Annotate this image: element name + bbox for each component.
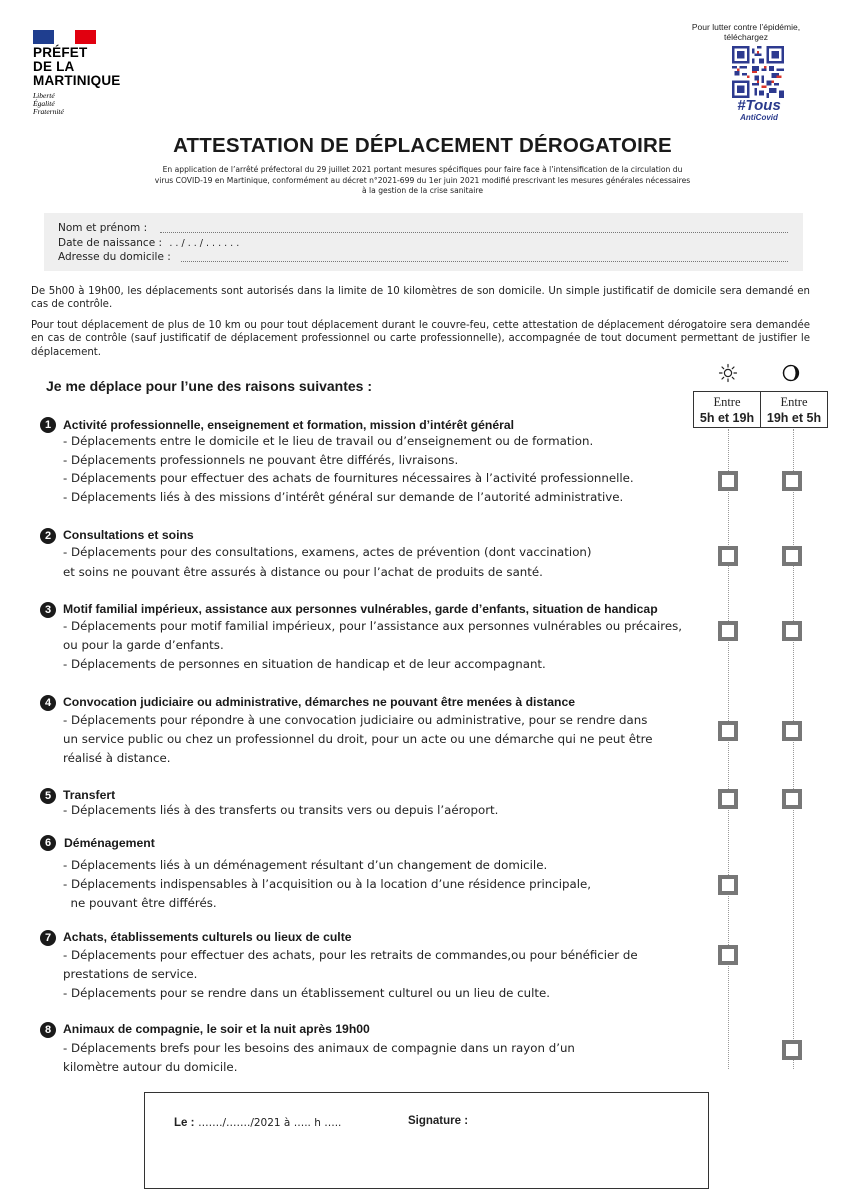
reason-heading: Motif familial impérieux, assistance aux personnes vulnérables, garde d’enfants, situation de handicap [63, 602, 658, 616]
qr-caption-line-1: Pour lutter contre l’épidémie, [691, 22, 801, 32]
checkbox-reason-6-day[interactable] [718, 875, 738, 895]
date-time-field[interactable]: ……./……./2021 à ….. h ….. [198, 1117, 342, 1129]
signature-label: Signature : [408, 1115, 469, 1127]
legal-basis-line-3: à la gestion de la crise sanitaire [361, 186, 484, 195]
date-row [174, 1115, 341, 1129]
reason-line: - Déplacements de personnes en situation de handicap et de leur accompagnant. [63, 657, 546, 671]
reason-number-badge: 3 [40, 602, 56, 618]
issuer-line-3: MARTINIQUE [33, 73, 121, 88]
address-field[interactable] [181, 261, 788, 262]
legal-basis-line-2: virus COVID-19 en Martinique, conformément au décret n°2021-699 du 1er juin 2021 modifié prescrivant les mesures générales nécessaires [154, 175, 691, 185]
reason-heading: Consultations et soins [63, 528, 194, 542]
rule-paragraph-day: De 5h00 à 19h00, les déplacements sont autorisés dans la limite de 10 kilomètres de son domicile. Un simple justificatif de domicile sera demandé en cas de contrôle. [31, 286, 810, 311]
reason-line: prestations de service. [63, 967, 198, 981]
checkbox-reason-1-night[interactable] [782, 471, 802, 491]
column-divider-day [728, 429, 729, 1069]
qr-caption-line-2: téléchargez [724, 32, 768, 42]
reason-number-badge: 7 [40, 930, 56, 946]
column-divider-night [793, 429, 794, 1069]
checkbox-reason-1-day[interactable] [718, 471, 738, 491]
name-field[interactable] [160, 232, 788, 233]
reason-heading: Transfert [63, 788, 116, 802]
column-header-day [693, 391, 761, 428]
reason-heading: Déménagement [64, 836, 155, 850]
reason-number-badge: 5 [40, 788, 56, 804]
french-flag-logo [33, 30, 96, 44]
sun-icon [718, 363, 738, 383]
tousanticovid-line-1: #Tous [737, 97, 781, 114]
rule-paragraph-curfew: Pour tout déplacement de plus de 10 km ou pour tout déplacement durant le couvre-feu, cette attestation de déplacement dérogatoire sera demandée en cas de contrôle (sauf justificatif de déplacement professionnel ou carte professionnelle), accompagnée de tout document permettant de justifier le déplacement. [31, 320, 810, 358]
reason-line: - Déplacements pour effectuer des achats de fournitures nécessaires à l’activité professionnelle. [63, 471, 634, 485]
reason-number-badge: 8 [40, 1022, 56, 1038]
checkbox-reason-5-night[interactable] [782, 789, 802, 809]
reason-line: ne pouvant être différés. [63, 896, 217, 910]
reason-line: kilomètre autour du domicile. [63, 1060, 238, 1074]
checkbox-reason-7-day[interactable] [718, 945, 738, 965]
reason-line: - Déplacements liés à un déménagement résultant d’un changement de domicile. [63, 858, 548, 872]
reason-line: - Déplacements pour effectuer des achats, pour les retraits de commandes,ou pour bénéficier de [63, 948, 638, 962]
checkbox-reason-2-night[interactable] [782, 546, 802, 566]
reason-number-badge: 2 [40, 528, 56, 544]
reason-number-badge: 4 [40, 695, 56, 711]
reason-line: - Déplacements brefs pour les besoins des animaux de compagnie dans un rayon d’un [63, 1041, 575, 1055]
column-night-line-2: 19h et 5h [766, 411, 822, 425]
reason-line: ou pour la garde d’enfants. [63, 638, 224, 652]
address-row [58, 250, 171, 264]
reason-line: - Déplacements pour motif familial impérieux, pour l’assistance aux personnes vulnérables ou précaires, [63, 619, 683, 633]
issuer-line-1: PRÉFET [33, 45, 88, 60]
reason-line: - Déplacements entre le domicile et le lieu de travail ou d’enseignement ou de formation. [63, 434, 594, 448]
reason-number-badge: 1 [40, 417, 56, 433]
checkbox-reason-2-day[interactable] [718, 546, 738, 566]
reason-heading: Animaux de compagnie, le soir et la nuit après 19h00 [63, 1022, 370, 1036]
reason-line: réalisé à distance. [63, 751, 171, 765]
reason-line: et soins ne pouvant être assurés à distance ou pour l’achat de produits de santé. [63, 565, 543, 579]
reason-line: - Déplacements liés à des transferts ou transits vers ou depuis l’aéroport. [63, 803, 499, 817]
moon-icon [781, 363, 801, 383]
column-header-night [760, 391, 828, 428]
birth-date-field[interactable]: . . / . . / . . . . . . [169, 238, 240, 249]
checkbox-reason-3-day[interactable] [718, 621, 738, 641]
name-row [58, 221, 147, 235]
checkbox-reason-3-night[interactable] [782, 621, 802, 641]
birth-row [58, 236, 239, 251]
qr-caption [671, 22, 821, 42]
reason-line: - Déplacements pour se rendre dans un établissement culturel ou un lieu de culte. [63, 986, 551, 1000]
reason-heading: Activité professionnelle, enseignement et formation, mission d’intérêt général [63, 418, 515, 432]
signature-field[interactable] [490, 1105, 700, 1180]
issuer-line-2: DE LA [33, 59, 75, 74]
reason-line: - Déplacements pour des consultations, examens, actes de prévention (dont vaccination) [63, 545, 592, 559]
reason-line: - Déplacements pour répondre à une convocation judiciaire ou administrative, pour se rendre dans [63, 713, 648, 727]
reason-line: - Déplacements indispensables à l’acquisition ou à la location d’une résidence principale, [63, 877, 592, 891]
checkbox-reason-4-day[interactable] [718, 721, 738, 741]
column-night-line-1: Entre [780, 395, 808, 409]
motto-line-1: Liberté [33, 91, 55, 100]
qr-code-icon[interactable] [732, 46, 784, 98]
date-label: Le : [174, 1117, 195, 1129]
motto-line-2: Égalité [33, 99, 55, 108]
reason-line: - Déplacements professionnels ne pouvant être différés, livraisons. [63, 453, 459, 467]
legal-basis-line-1: En application de l’arrêté préfectoral du 29 juillet 2021 portant mesures spécifiques pour faire face à l’intensification de la circulation du [162, 165, 683, 174]
legal-basis [120, 165, 725, 197]
reason-heading: Achats, établissements culturels ou lieux de culte [63, 930, 352, 944]
tousanticovid-logo [731, 98, 787, 122]
column-day-line-1: Entre [713, 395, 741, 409]
reason-number-badge: 6 [40, 835, 56, 851]
tousanticovid-line-2: AntiCovid [740, 113, 778, 122]
checkbox-reason-8-night[interactable] [782, 1040, 802, 1060]
reason-heading: Convocation judiciaire ou administrative, démarches ne pouvant être menées à distance [63, 695, 576, 709]
motto-line-3: Fraternité [33, 107, 64, 116]
address-label: Adresse du domicile : [58, 251, 171, 263]
reasons-title: Je me déplace pour l’une des raisons suivantes : [46, 378, 373, 394]
reason-line: un service public ou chez un professionnel du droit, pour un acte ou une démarche qui ne peut être [63, 732, 653, 746]
column-day-line-2: 5h et 19h [699, 411, 755, 425]
checkbox-reason-4-night[interactable] [782, 721, 802, 741]
document-title: ATTESTATION DE DÉPLACEMENT DÉROGATOIRE [173, 134, 672, 157]
name-label: Nom et prénom : [58, 222, 148, 234]
checkbox-reason-5-day[interactable] [718, 789, 738, 809]
birth-label: Date de naissance : [58, 237, 163, 249]
reason-line: - Déplacements liés à des missions d’intérêt général sur demande de l’autorité administrative. [63, 490, 624, 504]
